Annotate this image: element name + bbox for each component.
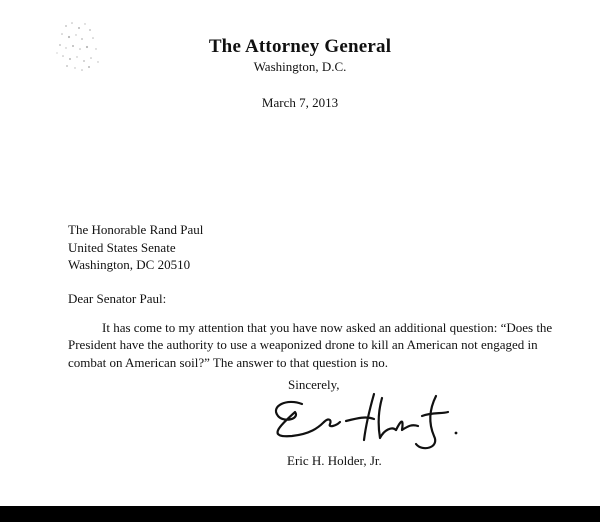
signature-icon <box>262 386 472 456</box>
scan-bottom-edge <box>0 506 600 522</box>
recipient-line: The Honorable Rand Paul <box>68 222 204 237</box>
body-line: President have the authority to use a weaponized drone to kill an American not engaged in <box>68 337 538 353</box>
recipient-address <box>68 221 203 274</box>
signer-name: Eric H. Holder, Jr. <box>287 453 382 468</box>
letter-date: March 7, 2013 <box>261 95 339 110</box>
salutation: Dear Senator Paul: <box>68 291 167 306</box>
recipient-line: United States Senate <box>68 239 176 255</box>
body-line: combat on American soil?” The answer to that question is no. <box>68 354 388 370</box>
closing: Sincerely, <box>288 377 340 392</box>
recipient-line: Washington, DC 20510 <box>68 257 191 272</box>
letterhead-title: The Attorney General <box>208 36 392 57</box>
body-line: It has come to my attention that you have now asked an additional question: “Does the <box>102 320 553 335</box>
letter-body <box>68 319 553 371</box>
letterhead-city: Washington, D.C. <box>253 59 347 74</box>
